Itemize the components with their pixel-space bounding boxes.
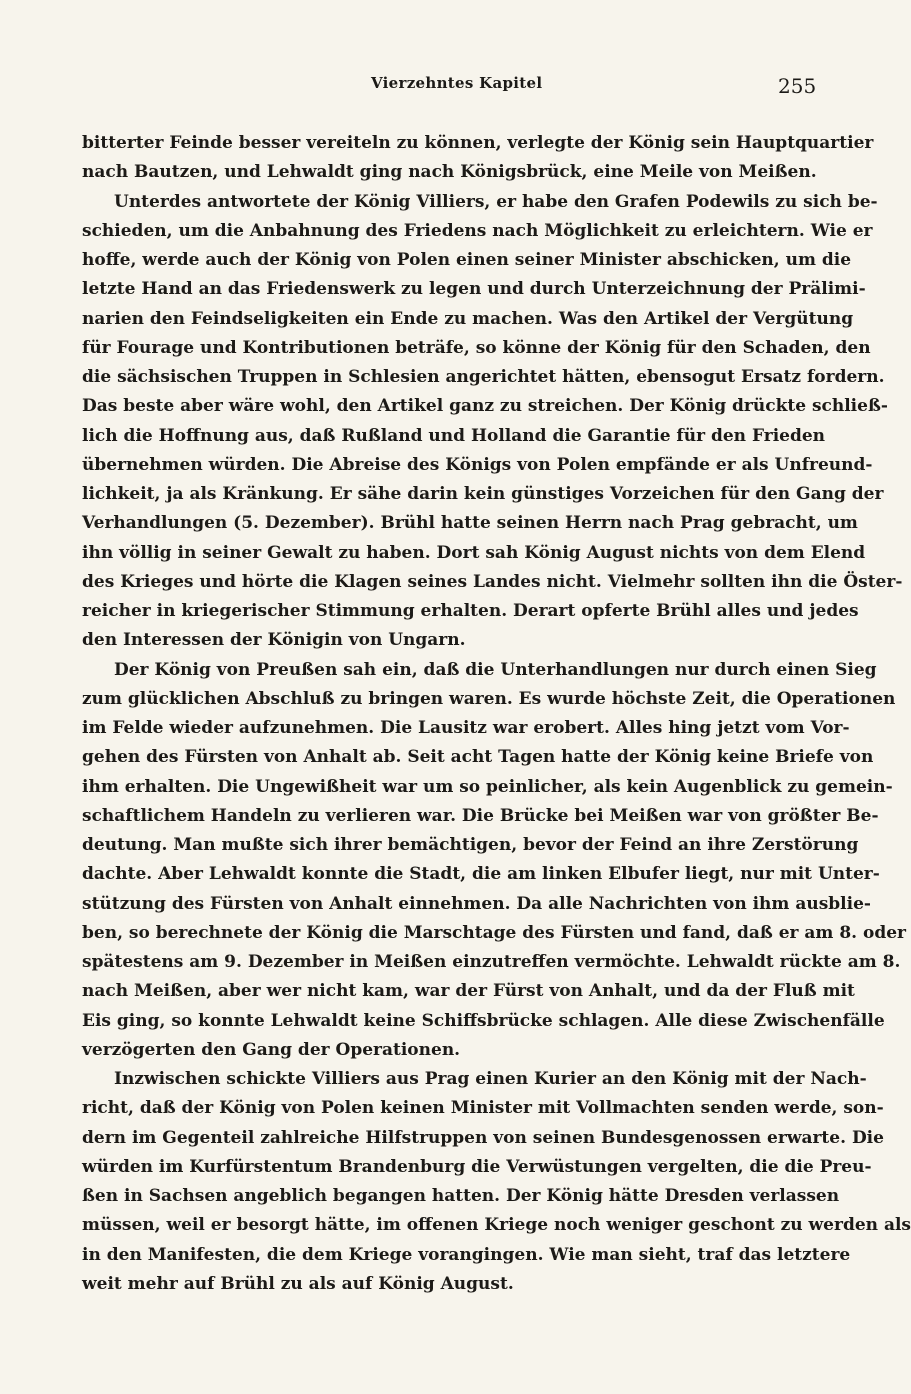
text-line: Der König von Preußen sah ein, daß die Unterhandlungen nur durch einen Sieg xyxy=(114,659,877,680)
text-line: verzögerten den Gang der Operationen. xyxy=(82,1039,461,1060)
text-line: dachte. Aber Lehwaldt konnte die Stadt, die am linken Elbufer liegt, nur mit Unter- xyxy=(82,864,880,885)
running-head: Vierzehntes Kapitel xyxy=(371,74,543,92)
text-line: nach Bautzen, und Lehwaldt ging nach Königsbrück, eine Meile von Meißen. xyxy=(82,162,817,183)
text-line: hoffe, werde auch der König von Polen einen seiner Minister abschicken, um die xyxy=(82,250,852,270)
text-line: deutung. Man mußte sich ihrer bemächtigen, bevor der Feind an ihre Zerstörung xyxy=(82,835,859,855)
text-line: spätestens am 9. Dezember in Meißen einzutreffen vermöchte. Lehwaldt rückte am 8. xyxy=(82,952,901,972)
text-line: die sächsischen Truppen in Schlesien angerichtet hätten, ebensogut Ersatz fordern. xyxy=(82,367,885,387)
text-line: lich die Hoffnung aus, daß Rußland und Holland die Garantie für den Frieden xyxy=(82,425,826,446)
text-line: richt, daß der König von Polen keinen Minister mit Vollmachten senden werde, son- xyxy=(82,1098,884,1119)
text-line: ihn völlig in seiner Gewalt zu haben. Dort sah König August nichts von dem Elend xyxy=(82,542,866,563)
text-line: bitterter Feinde besser vereiteln zu können, verlegte der König sein Hauptquartier xyxy=(82,133,874,153)
text-line: dern im Gegenteil zahlreiche Hilfstruppen von seinen Bundesgenossen erwarte. Die xyxy=(82,1127,884,1148)
page-number: 255 xyxy=(778,74,817,98)
text-line: in den Manifesten, die dem Kriege vorangingen. Wie man sieht, traf das letztere xyxy=(82,1244,851,1265)
text-line: im Felde wieder aufzunehmen. Die Lausitz war erobert. Alles hing jetzt vom Vor- xyxy=(82,718,850,738)
text-line: nach Meißen, aber wer nicht kam, war der Fürst von Anhalt, und da der Fluß mit xyxy=(82,981,855,1002)
text-line: des Krieges und hörte die Klagen seines Landes nicht. Vielmehr sollten ihn die Öster- xyxy=(82,571,903,592)
text-line: letzte Hand an das Friedenswerk zu legen und durch Unterzeichnung der Prälimi- xyxy=(82,279,866,300)
text-line: lichkeit, ja als Kränkung. Er sähe darin kein günstiges Vorzeichen für den Gang der xyxy=(82,484,884,504)
text-line: den Interessen der Königin von Ungarn. xyxy=(82,630,466,651)
text-line: Inzwischen schickte Villiers aus Prag einen Kurier an den König mit der Nach- xyxy=(114,1069,867,1089)
text-line: weit mehr auf Brühl zu als auf König August. xyxy=(82,1273,514,1294)
text-line: Unterdes antwortete der König Villiers, er habe den Grafen Podewils zu sich be- xyxy=(114,191,878,212)
text-line: müssen, weil er besorgt hätte, im offenen Kriege noch weniger geschont zu werden als xyxy=(82,1215,911,1236)
text-line: Eis ging, so konnte Lehwaldt keine Schiffsbrücke schlagen. Alle diese Zwischenfälle xyxy=(82,1010,885,1031)
text-line: ben, so berechnete der König die Marschtage des Fürsten und fand, daß er am 8. oder xyxy=(82,922,907,943)
text-line: übernehmen würden. Die Abreise des Königs von Polen empfände er als Unfreund- xyxy=(82,454,873,475)
text-line: ihm erhalten. Die Ungewißheit war um so peinlicher, als kein Augenblick zu gemein- xyxy=(82,776,893,797)
text-line: stützung des Fürsten von Anhalt einnehmen. Da alle Nachrichten von ihm ausblie- xyxy=(82,893,871,914)
text-line: narien den Feindseligkeiten ein Ende zu machen. Was den Artikel der Vergütung xyxy=(82,308,854,329)
text-line: ßen in Sachsen angeblich begangen hatten. Der König hätte Dresden verlassen xyxy=(82,1186,840,1206)
text-line: reicher in kriegerischer Stimmung erhalten. Derart opferte Brühl alles und jedes xyxy=(82,601,859,621)
text-line: Verhandlungen (5. Dezember). Brühl hatte seinen Herrn nach Prag gebracht, um xyxy=(82,513,858,534)
text-line: schaftlichem Handeln zu verlieren war. Die Brücke bei Meißen war von größter Be- xyxy=(82,805,879,826)
text-line: gehen des Fürsten von Anhalt ab. Seit acht Tagen hatte der König keine Briefe von xyxy=(82,747,874,768)
text-line: Das beste aber wäre wohl, den Artikel ganz zu streichen. Der König drückte schließ- xyxy=(82,396,888,417)
text-line: würden im Kurfürstentum Brandenburg die Verwüstungen vergelten, die die Preu- xyxy=(82,1156,872,1177)
text-line: für Fourage und Kontributionen beträfe, so könne der König für den Schaden, den xyxy=(82,337,871,358)
text-line: zum glücklichen Abschluß zu bringen waren. Es wurde höchste Zeit, die Operationen xyxy=(82,688,896,709)
text-line: schieden, um die Anbahnung des Friedens nach Möglichkeit zu erleichtern. Wie er xyxy=(82,220,873,241)
